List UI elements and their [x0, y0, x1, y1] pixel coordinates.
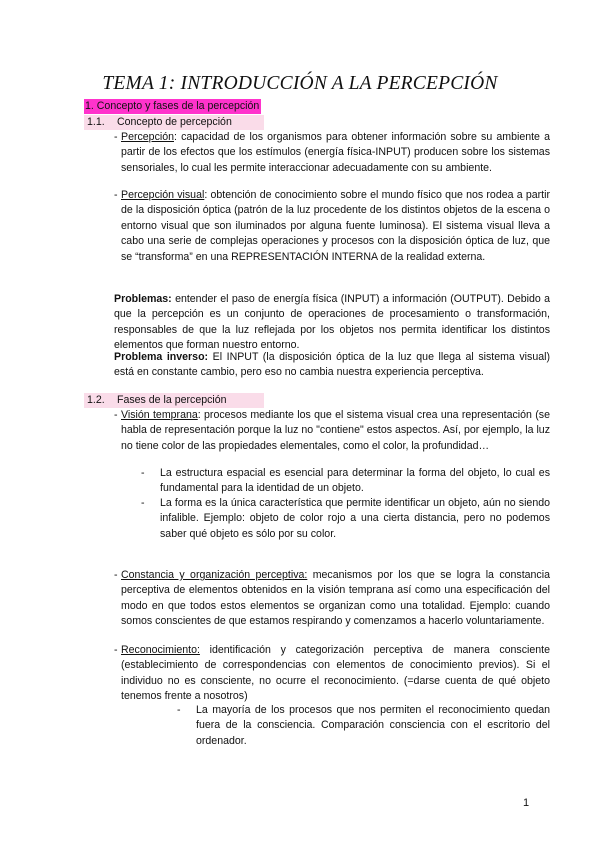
- dash-bullet: -: [141, 467, 145, 479]
- definition-constancia: [114, 568, 550, 630]
- list-item-text: La estructura espacial es esencial para determinar la forma del objeto, lo cual es fundamental para la identidad de un objeto.: [160, 467, 550, 495]
- list-item-text: La mayoría de los procesos que nos permiten el reconocimiento quedan fuera de la consciencia. Comparación consciencia con el escritorio del ordenador.: [196, 704, 550, 747]
- subsection-number: 1.2.: [87, 394, 105, 406]
- term-percepcion-visual: Percepción visual: [121, 189, 205, 201]
- dash-bullet: -: [114, 409, 118, 421]
- page-number: 1: [523, 797, 530, 809]
- problemas-text: entender el paso de energía física (INPUT) a información (OUTPUT). Debido a que la percepción es un conjunto de operaciones de procesamiento o transformación, responsables de que la luz reflejada por los objetos nos permita identificar los distintos elementos que forman nuestro entorno.: [114, 293, 550, 352]
- paragraph-problema-inverso: [114, 350, 550, 381]
- dash-bullet: -: [177, 704, 181, 716]
- document-title: TEMA 1: INTRODUCCIÓN A LA PERCEPCIÓN: [102, 73, 498, 94]
- dash-bullet: -: [141, 497, 145, 509]
- definition-reconocimiento: [114, 643, 550, 705]
- list-item: [141, 496, 550, 542]
- paragraph-problemas: [114, 292, 550, 354]
- subsection-label: Concepto de percepción: [117, 116, 232, 128]
- subsection-heading-1-2: [84, 393, 264, 408]
- list-item-text: La forma es la única característica que permite identificar un objeto, aún no siendo infalible. Ejemplo: objeto de color rojo a una cierta distancia, pero no podemos saber qué objeto es sólo por su color.: [160, 497, 550, 540]
- definition-percepcion: [114, 130, 550, 176]
- dash-bullet: -: [114, 189, 118, 201]
- definition-percepcion-visual: [114, 188, 550, 265]
- term-constancia: Constancia y organización perceptiva:: [121, 569, 308, 581]
- dash-bullet: -: [114, 644, 118, 656]
- definition-text: mecanismos por los que se logra la constancia perceptiva de elementos obtenidos en la visión temprana así como una especificación del modo en que todos estos elementos se organizan como una totalidad. Ejemplo: cuando somos conscientes de que estamos respirando y comenzamos a hacerlo voluntariamente.: [121, 569, 550, 628]
- subsection-label: Fases de la percepción: [117, 394, 227, 406]
- dash-bullet: -: [114, 569, 118, 581]
- definition-text: identificación y categorización perceptiva de manera consciente (establecimiento de correspondencias con elementos de conocimiento previos). Si el individuo no es consciente, no ocurre el reconocimiento. (=darse cuenta de qué objeto tenemos frente a nosotros): [121, 644, 550, 703]
- list-item: [141, 466, 550, 497]
- definition-text: : capacidad de los organismos para obtener información sobre su ambiente a partir de los efectos que los estímulos (energía física-INPUT) producen sobre los sistemas sensoriales, lo cual les permite interaccionar adecuadamente con su ambiente.: [121, 131, 550, 174]
- section-heading-1: 1. Concepto y fases de la percepción: [85, 100, 260, 112]
- definition-text: : procesos mediante los que el sistema visual crea una representación (se habla de representación porque la luz no "contiene" estos aspectos. Así, por ejemplo, la luz no tiene color de las propiedades elementales, como el color, la profundidad…: [121, 409, 550, 452]
- term-percepcion: Percepción: [121, 131, 174, 143]
- label-problema-inverso: Problema inverso:: [114, 351, 209, 363]
- definition-vision-temprana: [114, 408, 550, 454]
- problema-inverso-text: El INPUT (la disposición óptica de la luz que llega al sistema visual) está en constante cambio, pero eso no cambia nuestra experiencia perceptiva.: [114, 351, 550, 379]
- subsection-number: 1.1.: [87, 116, 105, 128]
- list-item: [177, 703, 550, 749]
- label-problemas: Problemas:: [114, 293, 172, 305]
- definition-text: : obtención de conocimiento sobre el mundo físico que nos rodea a partir de la disposición óptica (patrón de la luz procedente de los distintos objetos de la escena o entorno visual que son iluminados por alguna fuente luminosa). El sistema visual lleva a cabo una serie de complejas operaciones y procesos con la disposición óptica de luz, que se “transforma” en una REPRESENTACIÓN INTERNA de la realidad externa.: [121, 189, 550, 263]
- term-vision-temprana: Visión temprana: [121, 409, 198, 421]
- term-reconocimiento: Reconocimiento:: [121, 644, 200, 656]
- subsection-heading-1-1: [84, 115, 264, 130]
- dash-bullet: -: [114, 131, 118, 143]
